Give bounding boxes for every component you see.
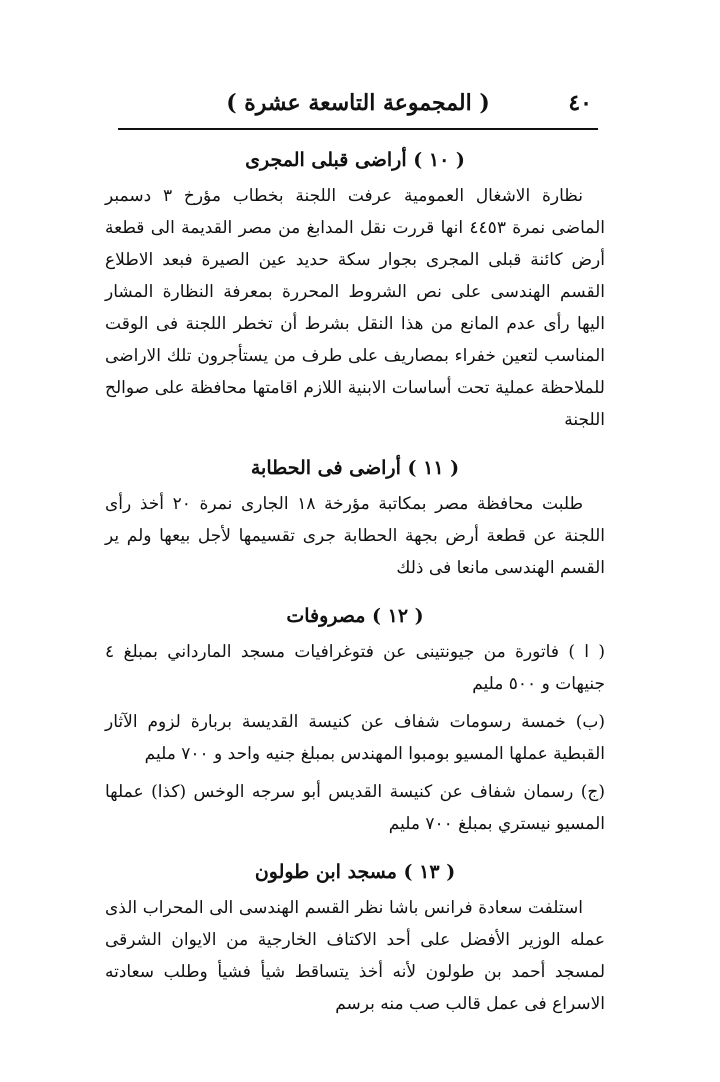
section-title: ( ١٠ ) أراضى قبلى المجرى [245,149,465,171]
list-item: (ب) خمسة رسومات شفاف عن كنيسة القديسة بربارة لزوم الآثار القبطية عملها المسيو بومبوا المهندس بمبلغ جنيه واحد و ٧٠٠ مليم [105,712,605,764]
list-item: ( ا ) فاتورة من جيونتينى عن فتوغرافيات مسجد المارداني بمبلغ ٤ جنيهات و ٥٠٠ مليم [105,642,605,694]
page-number: ٤٠ [568,90,592,116]
header-rule [118,128,598,130]
running-title: ( المجموعة التاسعة عشرة ) [226,90,490,116]
paragraph: استلفت سعادة فرانس باشا نظر القسم الهندسى الى المحراب الذى عمله الوزير الأفضل على أحد الاكتاف الخارجية من الايوان الشرقى لمسجد أحمد بن طولون لأنه أخذ يتساقط شيأ فشيأ وطلب سعادته الاسراع فى عمل قالب صب منه برسم [105,898,605,1014]
list-item: (ج) رسمان شفاف عن كنيسة القديس أبو سرجه الوخس (كذا) عملها المسيو نيستري بمبلغ ٧٠٠ مليم [105,782,605,834]
paragraph: طلبت محافظة مصر بمكاتبة مؤرخة ١٨ الجارى نمرة ٢٠ أخذ رأى اللجنة عن قطعة أرض بجهة الحطابة جرى تقسيمها لأجل بيعها ولم ير القسم الهندسى مانعا فى ذلك [105,494,605,578]
page-body [105,140,605,1020]
paragraph: نظارة الاشغال العمومية عرفت اللجنة بخطاب مؤرخ ٣ دسمبر الماضى نمرة ٤٤٥٣ انها قررت نقل المدابغ من مصر القديمة الى قطعة أرض كائنة قبلى المجرى بجوار سكة حديد عين الصيرة فبعد الاطلاع القسم الهندسى على نص الشروط المحررة بمعرفة النظارة المشار اليها رأى عدم المانع من هذا النقل بشرط أن تخطر اللجنة فى الوقت المناسب لتعين خفراء بمصاريف على طرف من يستأجرون تلك الاراضى للملاحظة عملية تحت أساسات الابنية اللازم اقامتها محافظة على صوالح اللجنة [105,186,605,430]
section-title: ( ١٢ ) مصروفات [286,605,424,627]
section-title: ( ١١ ) أراضى فى الحطابة [250,457,460,479]
section-title: ( ١٣ ) مسجد ابن طولون [254,861,456,883]
page-header [118,88,598,126]
